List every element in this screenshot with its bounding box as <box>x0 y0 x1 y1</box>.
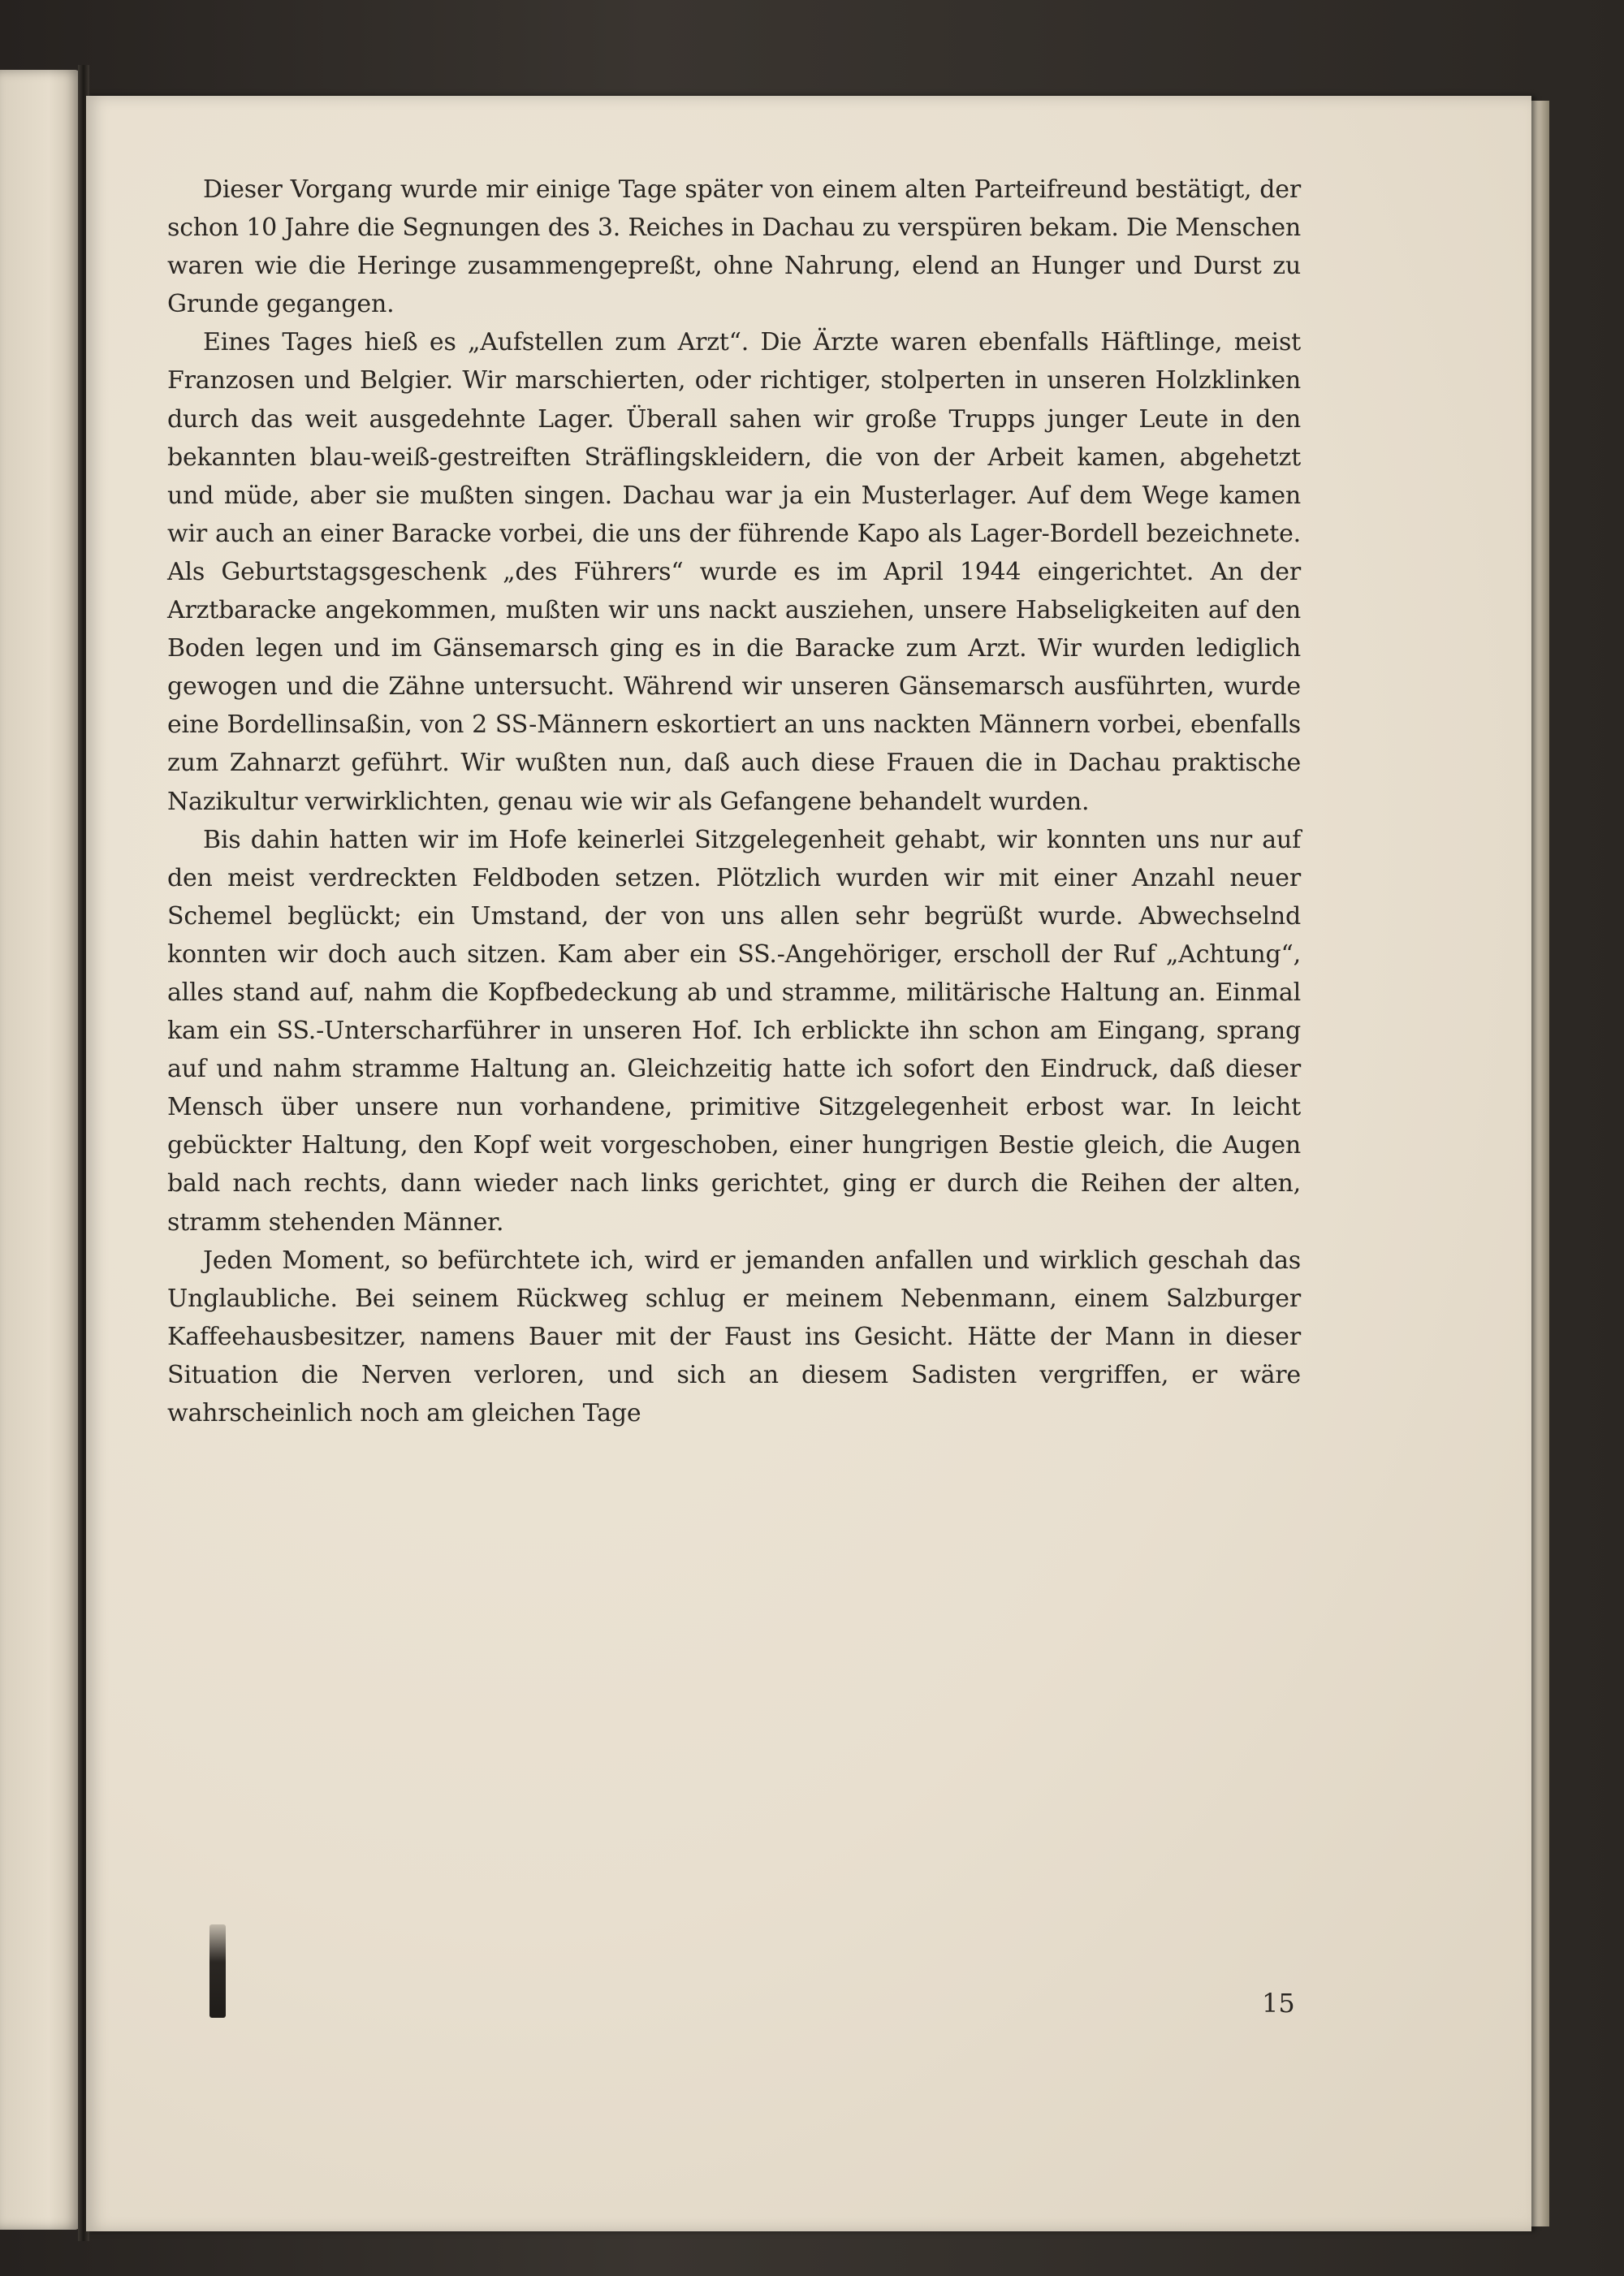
paragraph-2: Eines Tages hieß es „Aufstellen zum Arzt“. Die Ärzte waren ebenfalls Häftlinge, meist Franzosen und Belgier. Wir marschierten, oder richtiger, stolperten in unseren Holzklinken durch das weit ausgedehnte Lager. Überall sahen wir große Trupps junger Leute in den bekannten blau-weiß-gestreiften Sträflingskleidern, die von der Arbeit kamen, abgehetzt und müde, aber sie mußten singen. Dachau war ja ein Musterlager. Auf dem Wege kamen wir auch an einer Baracke vorbei, die uns der führende Kapo als Lager-Bordell bezeichnete. Als Geburtstagsgeschenk „des Führers“ wurde es im April 1944 eingerichtet. An der Arztbaracke angekommen, mußten wir uns nackt ausziehen, unsere Habseligkeiten auf den Boden legen und im Gänsemarsch ging es in die Baracke zum Arzt. Wir wurden lediglich gewogen und die Zähne untersucht. Während wir unseren Gänsemarsch ausführten, wurde eine Bordellinsaßin, von 2 SS-Männern eskortiert an uns nackten Männern vorbei, ebenfalls zum Zahnarzt geführt. Wir wußten nun, daß auch diese Frauen die in Dachau praktische Nazikultur verwirklichten, genau wie wir als Gefangene behandelt wurden. <box>167 328 1301 816</box>
page-stack-edge <box>1531 101 1549 2226</box>
paragraph-3: Bis dahin hatten wir im Hofe keinerlei Sitzgelegenheit gehabt, wir konnten uns nur auf den meist verdreckten Feldboden setzen. Plötzlich wurden wir mit einer Anzahl neuer Schemel beglückt; ein Umstand, der von uns allen sehr begrüßt wurde. Abwechselnd konnten wir doch auch sitzen. Kam aber ein SS.-Angehöriger, erscholl der Ruf „Achtung“, alles stand auf, nahm die Kopfbedeckung ab und stramme, militärische Haltung an. Einmal kam ein SS.-Unterscharführer in unseren Hof. Ich erblickte ihn schon am Eingang, sprang auf und nahm stramme Haltung an. Gleichzeitig hatte ich sofort den Eindruck, daß dieser Mensch über unsere nun vorhandene, primitive Sitzgelegenheit erbost war. In leicht gebückter Haltung, den Kopf weit vorgeschoben, einer hungrigen Bestie gleich, die Augen bald nach rechts, dann wieder nach links gerichtet, ging er durch die Reihen der alten, stramm stehenden Männer. <box>167 825 1301 1237</box>
ink-specks <box>97 1997 179 2006</box>
ink-smudge <box>209 1924 226 2018</box>
left-page-edge <box>0 70 81 2230</box>
page-body <box>167 171 1301 1432</box>
page-number: 15 <box>1262 1988 1295 2019</box>
paragraph-1: Dieser Vorgang wurde mir einige Tage später von einem alten Parteifreund bestätigt, der schon 10 Jahre die Segnungen des 3. Reiches in Dachau zu verspüren bekam. Die Menschen waren wie die Heringe zusammengepreßt, ohne Nahrung, elend an Hunger und Durst zu Grunde gegangen. <box>167 175 1301 319</box>
paragraph-4: Jeden Moment, so befürchtete ich, wird er jemanden anfallen und wirklich geschah das Unglaubliche. Bei seinem Rückweg schlug er meinem Nebenmann, einem Salzburger Kaffeehausbesitzer, namens Bauer mit der Faust ins Gesicht. Hätte der Mann in dieser Situation die Nerven verloren, und sich an diesem Sadisten vergriffen, er wäre wahrscheinlich noch am gleichen Tage <box>167 1246 1301 1427</box>
